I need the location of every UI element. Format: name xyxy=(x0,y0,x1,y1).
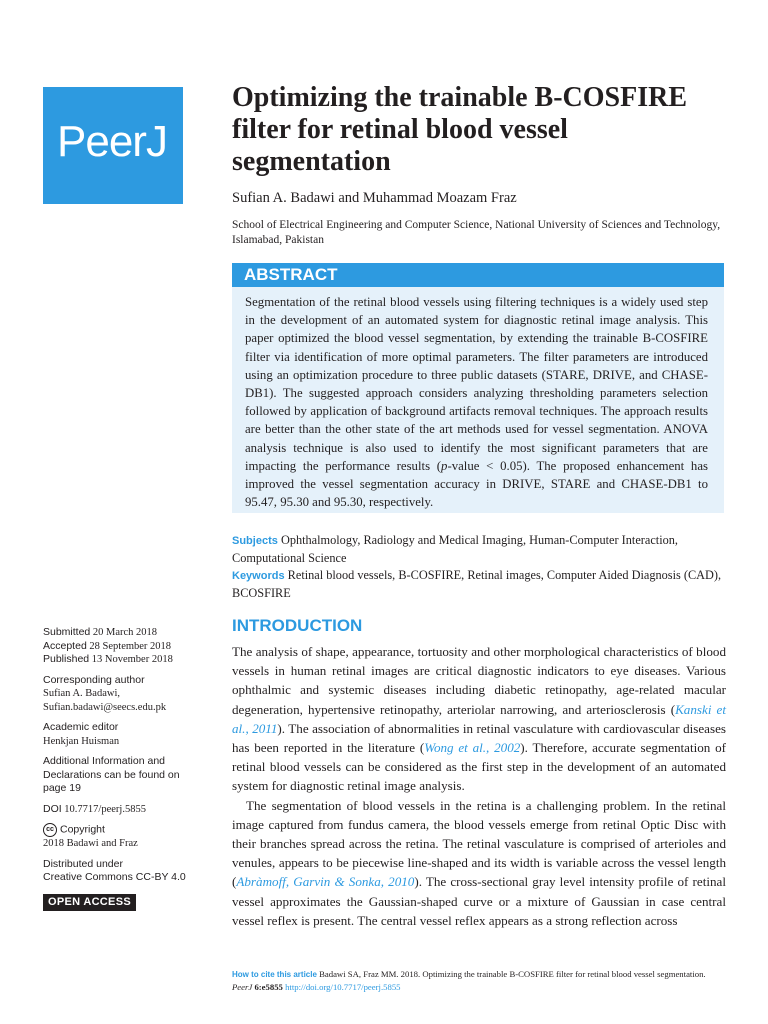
editor-label: Academic editor xyxy=(43,721,119,733)
citation-footer xyxy=(232,968,752,993)
article-meta xyxy=(232,532,724,602)
doi-value[interactable]: 10.7717/peerj.5855 xyxy=(64,803,146,815)
accepted-label: Accepted xyxy=(43,639,87,652)
doi-link[interactable]: http://doi.org/10.7717/peerj.5855 xyxy=(285,982,401,992)
intro-p1-text-a: The analysis of shape, appearance, tortuosity and other morphological characteristics of blood vessels in human retinal images are critical diagnostic indicators to eye diseases. Various ophthalmic and systemic diseases including diabetic retinopathy, age-related macular degeneration, hypertensive retinopathy, arteriolar narrowing, and arteriosclerosis ( xyxy=(232,644,726,717)
intro-paragraph-1 xyxy=(232,642,726,796)
license-line-1: Distributed under xyxy=(43,857,123,870)
accepted-row xyxy=(43,640,203,654)
doi-label: DOI xyxy=(43,802,62,815)
editor-block xyxy=(43,721,203,748)
abstract-heading-bar xyxy=(232,263,724,287)
open-access-badge: OPEN ACCESS xyxy=(43,894,136,912)
subjects-row xyxy=(232,532,724,567)
intro-p1-text-b: ). The association of abnormalities in retinal vasculature with cardiovascular diseases has been reported in the literature ( xyxy=(232,720,726,756)
corresponding-label: Corresponding author xyxy=(43,673,145,686)
cite-line-2 xyxy=(232,981,752,993)
intro-p2-text-b: ). The cross-sectional gray level intensity profile of retinal vessel approximates the Gaussian-shaped curve or a mixture of Gaussian in case central vessel reflex is present. The central vessel reflex appears as a strong reflection across xyxy=(232,874,726,928)
abstract-heading: ABSTRACT xyxy=(244,265,338,284)
submitted-label: Submitted xyxy=(43,626,91,638)
published-date: 13 November 2018 xyxy=(91,654,173,665)
copyright-row xyxy=(43,823,203,837)
intro-paragraph-2 xyxy=(232,796,726,930)
accepted-date: 28 September 2018 xyxy=(89,640,172,652)
license-line-2[interactable]: Creative Commons CC-BY 4.0 xyxy=(43,871,186,883)
creative-commons-icon: cc xyxy=(43,823,57,837)
citation-abramoff[interactable]: Abràmoff, Garvin & Sonka, 2010 xyxy=(236,874,415,890)
intro-p2-text-a: The segmentation of blood vessels in the retina is a challenging problem. In the retinal image captured from fundus camera, the blood vessels emerge from retinal Optic Disc with their branches spread across the retina. The retinal vasculature is comprised of arterioles and venules, appears to be piecewise line-shaped and its width is variable across the vessel length ( xyxy=(232,797,726,890)
keywords-text: Retinal blood vessels, B-COSFIRE, Retinal images, Computer Aided Diagnosis (CAD), BCOSFIRE xyxy=(232,568,722,600)
abstract-text-1: Segmentation of the retinal blood vessels using filtering techniques is a widely used step in the development of an automated system for diagnostic retinal image analysis. This paper optimized the blood vessel segmentation, by extending the trainable B-COSFIRE filter via identification of more optimal parameters. The filter parameters are introduced using an optimization procedure to three public datasets (STARE, DRIVE, and CHASE-DB1). The suggested approach considers analyzing thresholding parameters selection followed by application of background artifacts removal techniques. The approach results are better than the other state of the art methods used for vessel segmentation. ANOVA analysis technique is also used to identify the most significant parameters that are impacting the performance results ( xyxy=(245,295,708,473)
keywords-row xyxy=(232,567,724,602)
submitted-date: 20 March 2018 xyxy=(92,627,158,638)
cite-text: Badawi SA, Fraz MM. 2018. Optimizing the trainable B-COSFIRE filter for retinal blood vessel segmentation. xyxy=(319,969,706,979)
article-title: Optimizing the trainable B-COSFIRE filter for retinal blood vessel segmentation xyxy=(232,82,688,177)
copyright-text: 2018 Badawi and Fraz xyxy=(43,838,138,849)
abstract-body xyxy=(232,287,724,513)
published-row xyxy=(43,653,203,667)
authors: Sufian A. Badawi and Muhammad Moazam Fraz xyxy=(232,190,517,206)
dates-block xyxy=(43,626,203,667)
abstract-text-2: -value < 0.05). The proposed enhancement has improved the vessel segmentation accuracy in DRIVE, STARE and CHASE-DB1 to 95.47, 95.30 and 95.30, respectively. xyxy=(245,458,708,510)
editor-name: Henkjan Huisman xyxy=(43,735,120,747)
article-number: 6:e5855 xyxy=(254,982,283,992)
submitted-row xyxy=(43,626,203,640)
open-access-row xyxy=(43,894,203,912)
citation-wong[interactable]: Wong et al., 2002 xyxy=(424,740,521,756)
subjects-text: Ophthalmology, Radiology and Medical Imaging, Human-Computer Interaction, Computational Science xyxy=(232,533,678,565)
citation-kanski[interactable]: Kanski et al., 2011 xyxy=(232,701,726,736)
keywords-label: Keywords xyxy=(232,570,285,582)
peerj-logo xyxy=(43,87,183,204)
introduction-body xyxy=(232,642,726,930)
peerj-logo-text: PeerJ xyxy=(57,117,167,166)
corresponding-author-block xyxy=(43,674,203,715)
intro-p1-text-c: ). Therefore, accurate segmentation of retinal blood vessels can be considered as the first step in the development of an automated system for diagnostic retinal image analysis. xyxy=(232,740,727,794)
introduction-heading: INTRODUCTION xyxy=(232,616,363,635)
cite-line-1 xyxy=(232,968,752,981)
cite-label: How to cite this article xyxy=(232,970,317,979)
corresponding-email[interactable]: Sufian.badawi@seecs.edu.pk xyxy=(43,701,167,713)
affiliation: School of Electrical Engineering and Computer Science, National University of Sciences and Technology, Islamabad, Pakistan xyxy=(232,219,721,246)
copyright-block xyxy=(43,823,203,851)
license-block xyxy=(43,858,203,885)
published-label: Published xyxy=(43,653,90,665)
doi-row xyxy=(43,803,203,817)
additional-info[interactable]: Additional Information and Declarations can be found on page 19 xyxy=(43,755,180,794)
abstract-p-italic: p xyxy=(441,458,448,473)
subjects-label: Subjects xyxy=(232,535,278,547)
copyright-label: Copyright xyxy=(60,823,105,836)
corresponding-name: Sufian A. Badawi, xyxy=(43,688,120,699)
article-sidebar xyxy=(43,626,203,911)
journal-name: PeerJ xyxy=(232,982,253,992)
